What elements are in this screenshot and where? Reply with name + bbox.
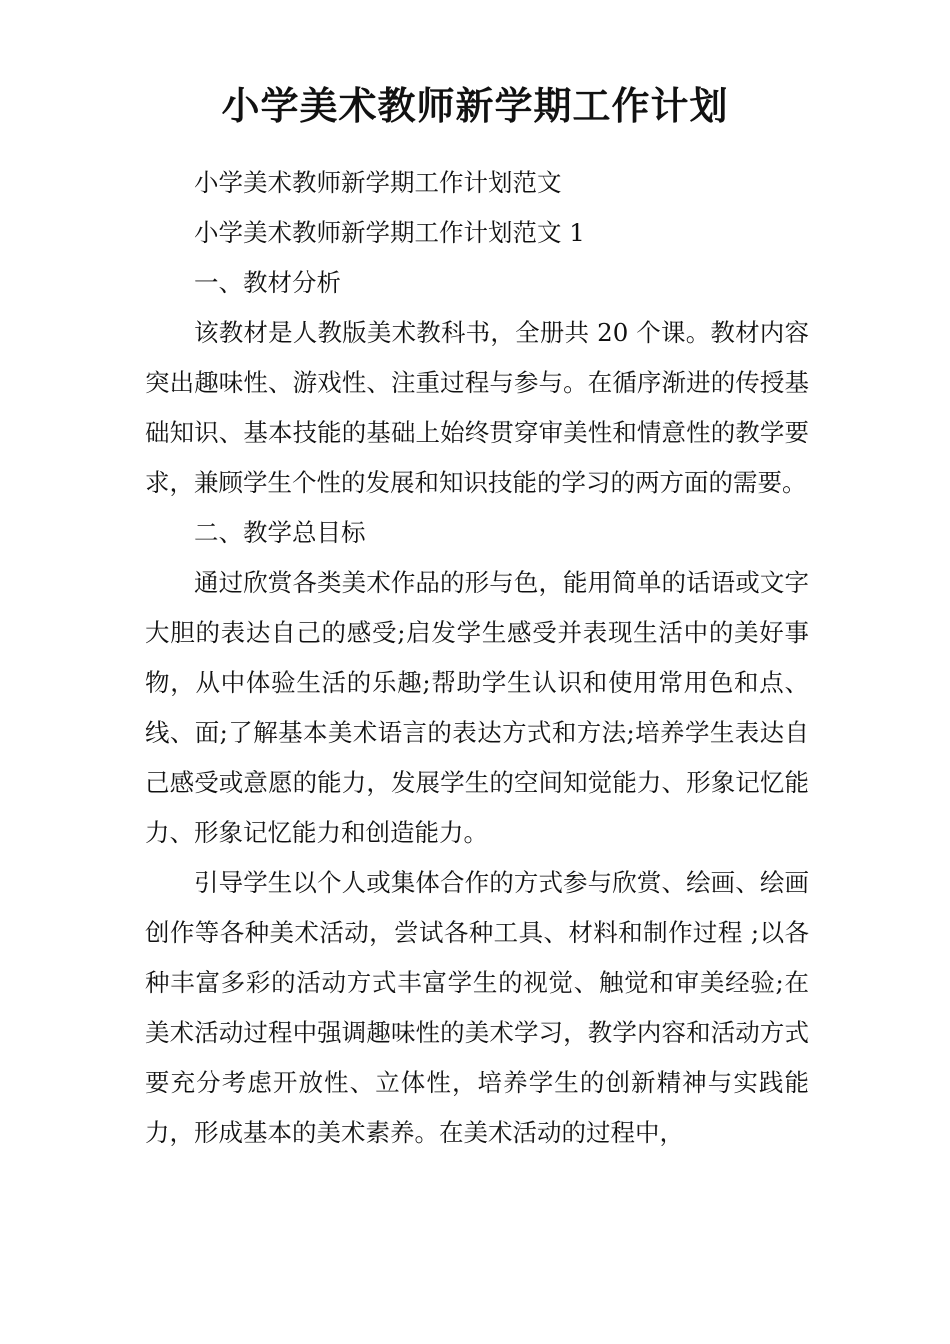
paragraph-teaching-goals-1: 通过欣赏各类美术作品的形与色，能用简单的话语或文字大胆的表达自己的感受;启发学生感受并表现生活中的美好事物，从中体验生活的乐趣;帮助学生认识和使用常用色和点、线、面;了解基本美术语言的表达方式和方法;培养学生表达自己感受或意愿的能力，发展学生的空间知觉能力、形象记忆能力、形象记忆能力和创造能力。: [145, 568, 809, 847]
section-heading-textbook-analysis: 一、教材分析: [194, 268, 341, 297]
paragraph-teaching-goals-2: 引导学生以个人或集体合作的方式参与欣赏、绘画、绘画创作等各种美术活动，尝试各种工具、材料和制作过程 ;以各种丰富多彩的活动方式丰富学生的视觉、触觉和审美经验;在美术活动过程中强调趣味性的美术学习，教学内容和活动方式要充分考虑开放性、立体性，培养学生的创新精神与实践能力，形成基本的美术素养。在美术活动的过程中，: [145, 868, 809, 1147]
document-body: [145, 158, 809, 1158]
paragraph-textbook-analysis: 该教材是人教版美术教科书，全册共 20 个课。教材内容突出趣味性、游戏性、注重过程与参与。在循序渐进的传授基础知识、基本技能的基础上始终贯穿审美性和情意性的教学要求，兼顾学生个性的发展和知识技能的学习的两方面的需要。: [145, 318, 809, 497]
paragraph-subtitle: 小学美术教师新学期工作计划范文: [194, 168, 562, 197]
section-heading-teaching-goals: 二、教学总目标: [194, 518, 366, 547]
document-title: 小学美术教师新学期工作计划: [221, 83, 729, 128]
paragraph-subtitle-1: 小学美术教师新学期工作计划范文 1: [194, 218, 585, 247]
